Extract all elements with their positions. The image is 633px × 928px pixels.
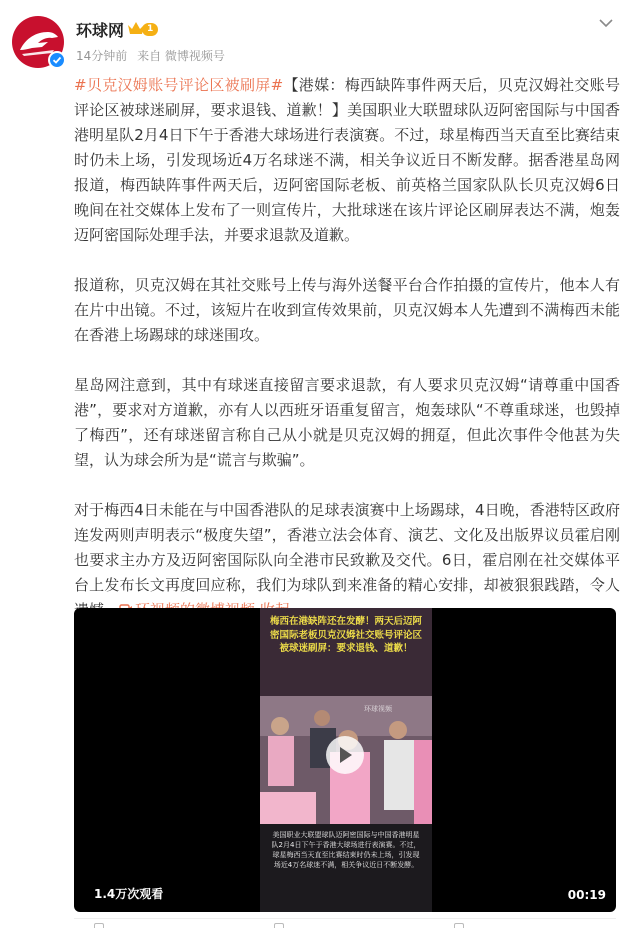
verified-badge-icon	[48, 51, 66, 69]
play-button[interactable]	[326, 736, 364, 774]
comment-icon[interactable]	[274, 923, 284, 928]
post-meta	[76, 47, 231, 64]
paragraph-1-text: 【港媒：梅西缺阵事件两天后，贝克汉姆社交账号评论区被球迷刷屏，要求退钱、道歉！】美国职业大联盟球队迈阿密国际与中国香港明星队2月4日下午于香港大球场进行表演赛。不过，球星梅西当天直至比赛结束时仍未上场，引发现场近4万名球迷不满，相关争议近日不断发酵。据香港星岛网报道，梅西缺阵事件两天后，迈阿密国际老板、前英格兰国家队队长贝克汉姆6日晚间在社交媒体上发布了一则宣传片，大批球迷在该片评论区刷屏表达不满，炮轰迈阿密国际处理手法，并要求退款及道歉。	[74, 76, 620, 244]
post-time[interactable]: 14分钟前	[76, 49, 128, 63]
video-player[interactable]	[74, 608, 616, 912]
level-badge[interactable]: 1	[142, 23, 158, 36]
hashtag-link[interactable]: #贝克汉姆账号评论区被刷屏#	[74, 76, 284, 94]
paragraph-3: 星岛网注意到，其中有球迷直接留言要求退款，有人要求贝克汉姆“请尊重中国香港”，要求对方道歉，亦有人以西班牙语重复留言，炮轰球队“不尊重球迷，也毁掉了梅西”，还有球迷留言称自己从小就是贝克汉姆的拥趸，但此次事件令他甚为失望，认为球会所为是“谎言与欺骗”。	[74, 376, 620, 469]
poster-caption: 美国职业大联盟球队迈阿密国际与中国香港明星队2月4日下午于香港大球场进行表演赛。不过，球星梅西当天直至比赛结束时仍未上场，引发现场近4万名球迷不满，相关争议近日不断发酵。	[271, 831, 421, 869]
paragraph-1	[74, 73, 620, 248]
post-source[interactable]: 来自 微博视频号	[137, 49, 225, 63]
video-duration: 00:19	[567, 888, 606, 902]
like-icon[interactable]	[454, 923, 464, 928]
post-content	[74, 73, 620, 623]
view-count: 1.4万次观看	[94, 887, 164, 901]
action-bar	[74, 918, 616, 928]
paragraph-2: 报道称，贝克汉姆在其社交账号上传与海外送餐平台合作拍摄的宣传片，他本人有在片中出镜。不过，该短片在收到宣传效果前，贝克汉姆本人先遭到不满梅西未能在香港上场踢球的球迷围攻。	[74, 276, 620, 344]
paragraph-4-text: 对于梅西4日未能在与中国香港队的足球表演赛中上场踢球，4日晚，香港特区政府连发两则声明表示“极度失望”，香港立法会体育、演艺、文化及出版界议员霍启刚也要求主办方及迈阿密国际队向全港市民致歉及交代。6日，霍启刚在社交媒体平台上发布长文再度回应称，我们为球队到来准备的精心安排，却被狠狠践踏，令人	[74, 501, 620, 594]
video-watermark: 环球视频	[364, 705, 392, 713]
poster-title: 梅西在港缺阵还在发酵！两天后迈阿密国际老板贝克汉姆社交账号评论区被球迷刷屏：要求退钱、道歉！	[269, 616, 422, 654]
play-icon	[337, 746, 353, 764]
post-header	[0, 0, 633, 72]
chevron-down-icon[interactable]	[597, 14, 615, 32]
avatar[interactable]	[12, 16, 64, 68]
author-name[interactable]: 环球网	[76, 21, 125, 40]
paragraph-4	[74, 498, 620, 623]
repost-icon[interactable]	[94, 923, 104, 928]
